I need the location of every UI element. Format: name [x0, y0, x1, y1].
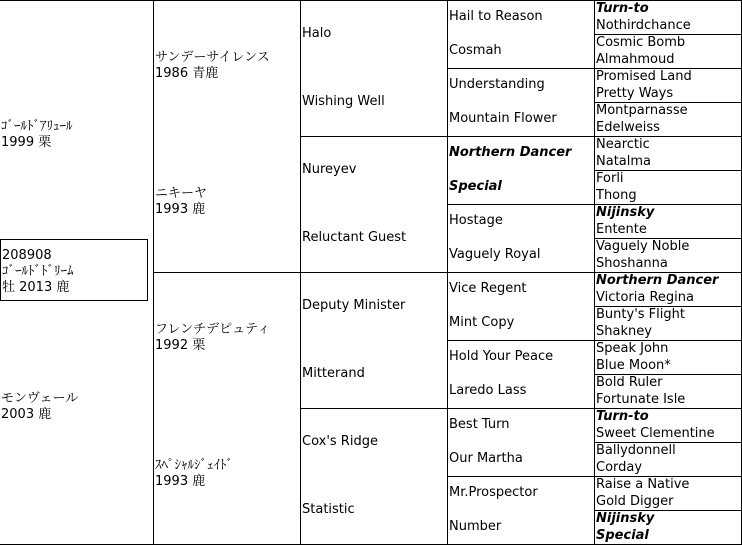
gen5-name: Nearctic: [596, 137, 650, 152]
gen5-name: Cosmic Bomb: [596, 35, 686, 50]
gen2-name: ｽﾍﾟｼｬﾙｼﾞｪｲﾄﾞ: [155, 458, 233, 473]
gen4-name: Number: [449, 519, 502, 534]
gen5-name: Pretty Ways: [596, 86, 674, 101]
gen3-name: Nureyev: [302, 162, 357, 177]
gen4-name: Hold Your Peace: [449, 349, 554, 364]
gen2-info: 1986 青鹿: [155, 66, 219, 81]
row-divider: [153, 272, 154, 273]
gen5-name: Nijinsky: [596, 511, 655, 526]
gen5-name: Ballydonnell: [596, 443, 676, 458]
gen5-name: Blue Moon*: [596, 358, 671, 373]
gen4-name: Hostage: [449, 213, 503, 228]
gen5-name: Bunty's Flight: [596, 307, 685, 322]
gen4-name: Mr.Prospector: [449, 485, 538, 500]
gen4-name: Our Martha: [449, 451, 523, 466]
gen5-name: Edelweiss: [596, 120, 660, 135]
gen4-name: Vaguely Royal: [449, 247, 541, 262]
gen2-info: 1992 栗: [155, 338, 206, 353]
gen3-name: Deputy Minister: [302, 298, 406, 313]
gen5-name: Speak John: [596, 341, 669, 356]
gen4-name: Hail to Reason: [449, 9, 543, 24]
gen5-name: Shoshanna: [596, 256, 668, 271]
gen5-name: Montparnasse: [596, 103, 688, 118]
gen4-name: Mountain Flower: [449, 111, 557, 126]
gen4-name: Cosmah: [449, 43, 502, 58]
gen5-name: Forli: [596, 171, 624, 186]
gen4-name: Vice Regent: [449, 281, 527, 296]
gen5-name: Bold Ruler: [596, 375, 663, 390]
gen3-name: Wishing Well: [302, 94, 385, 109]
gen5-name: Turn-to: [596, 1, 649, 16]
gen3-name: Statistic: [302, 502, 355, 517]
row-divider-gen2: [300, 408, 741, 409]
gen2-info: 1993 鹿: [155, 202, 206, 217]
gen5-name: Turn-to: [596, 409, 649, 424]
subject-name: ｺﾞｰﾙﾄﾞﾄﾞﾘｰﾑ: [2, 264, 74, 279]
gen5-name: Fortunate Isle: [596, 392, 686, 407]
row-divider-gen2: [300, 136, 741, 137]
gen2-info: 1993 鹿: [155, 474, 206, 489]
gen2-name: サンデーサイレンス: [155, 50, 270, 65]
gen5-name: Gold Digger: [596, 494, 674, 509]
sire-info: 1999 栗: [1, 135, 52, 150]
dam-info: 2003 鹿: [1, 407, 52, 422]
gen4-name: Understanding: [449, 77, 545, 92]
gen3-name: Halo: [302, 26, 332, 41]
row-divider-gen3: [447, 204, 741, 205]
gen5-name: Almahmoud: [596, 52, 675, 67]
gen5-name: Northern Dancer: [596, 273, 719, 288]
gen3-name: Cox's Ridge: [302, 434, 378, 449]
gen5-name: Nothirdchance: [596, 18, 691, 33]
gen5-name: Shakney: [596, 324, 652, 339]
dam-name: モンヴェール: [1, 391, 79, 406]
row-divider-gen3: [447, 68, 741, 69]
gen5-name: Thong: [596, 188, 637, 203]
subject-id: 208908: [2, 248, 52, 263]
gen5-name: Promised Land: [596, 69, 692, 84]
subject-box: [0, 239, 148, 301]
gen4-name: Special: [449, 179, 502, 194]
row-divider-gen3: [447, 476, 741, 477]
gen5-name: Sweet Clementine: [596, 426, 715, 441]
row-divider-gen3: [447, 340, 741, 341]
gen5-name: Vaguely Noble: [596, 239, 690, 254]
gen4-name: Laredo Lass: [449, 383, 527, 398]
gen5-name: Victoria Regina: [596, 290, 694, 305]
gen3-name: Mitterand: [302, 366, 365, 381]
gen4-name: Best Turn: [449, 417, 510, 432]
gen2-name: ニキーヤ: [155, 186, 208, 201]
gen5-name: Raise a Native: [596, 477, 690, 492]
gen2-name: フレンチデピュティ: [155, 322, 271, 337]
gen5-name: Special: [596, 528, 649, 543]
gen4-name: Mint Copy: [449, 315, 515, 330]
gen5-name: Corday: [596, 460, 643, 475]
gen5-name: Nijinsky: [596, 205, 655, 220]
sire-name: ｺﾞｰﾙﾄﾞｱﾘｭｰﾙ: [1, 119, 73, 134]
gen3-name: Reluctant Guest: [302, 230, 407, 245]
gen4-name: Northern Dancer: [449, 145, 572, 160]
subject-info: 牡 2013 鹿: [2, 280, 70, 295]
gen5-name: Natalma: [596, 154, 651, 169]
gen5-name: Entente: [596, 222, 647, 237]
